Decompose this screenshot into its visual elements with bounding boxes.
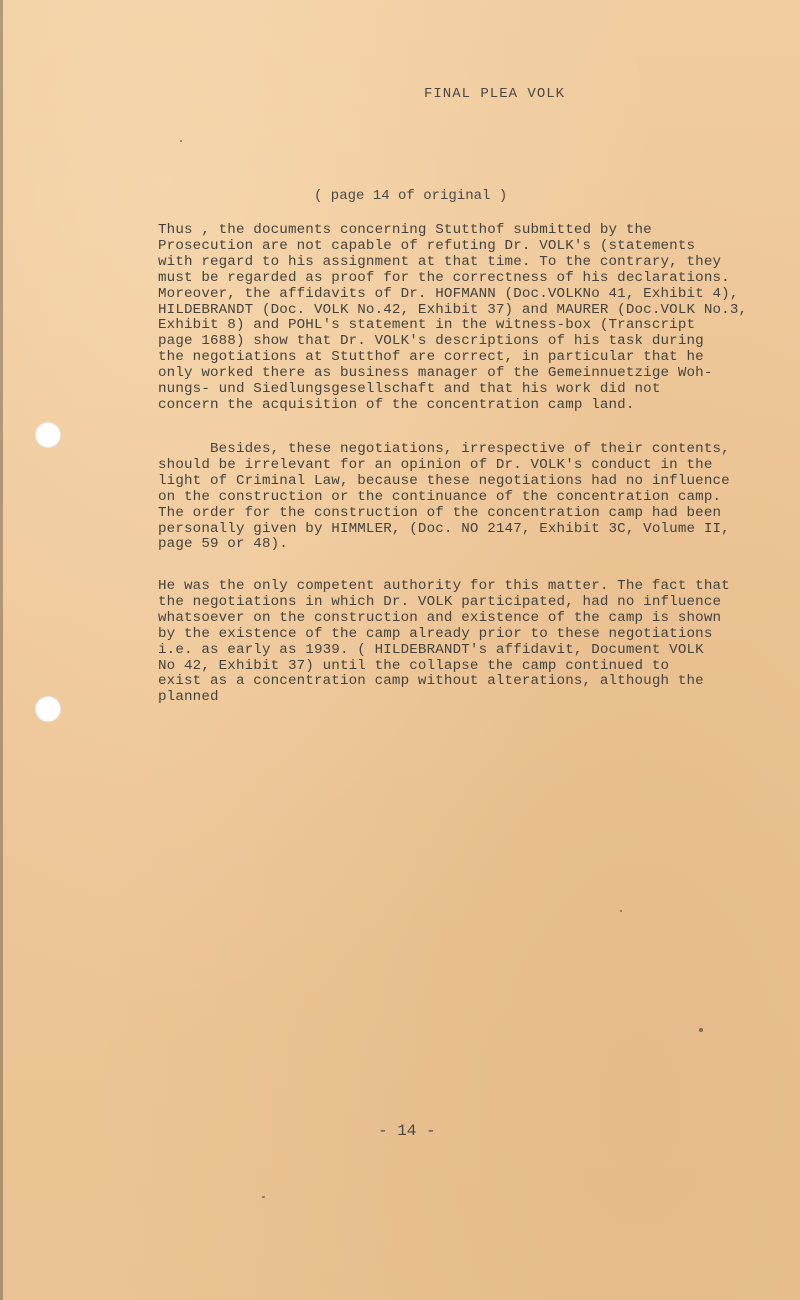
body-paragraph-3 xyxy=(158,579,738,706)
page-left-edge xyxy=(0,0,3,1300)
text-line: exist as a concentration camp without alterations, although the xyxy=(158,673,704,690)
text-line: The order for the construction of the concentration camp had been xyxy=(158,504,722,521)
text-line: must be regarded as proof for the correctness of his declarations. xyxy=(158,269,730,286)
paper-speck xyxy=(620,910,622,912)
body-paragraph-2 xyxy=(158,442,738,553)
paper-speck xyxy=(262,1196,265,1198)
text-line: He was the only competent authority for this matter. The fact that xyxy=(158,578,730,594)
punch-hole xyxy=(35,696,61,722)
text-line: page 59 or 48). xyxy=(158,536,288,553)
text-line: No 42, Exhibit 37) until the collapse the camp continued to xyxy=(158,657,670,674)
text-line: HILDEBRANDT (Doc. VOLK No.42, Exhibit 37) and MAURER (Doc.VOLK No.3, xyxy=(158,301,748,318)
text-line: light of Criminal Law, because these negotiations had no influence xyxy=(158,472,730,489)
text-line: the negotiations at Stutthof are correct, in particular that he xyxy=(158,349,704,366)
document-header: FINAL PLEA VOLK xyxy=(424,86,566,102)
text-line: i.e. as early as 1939. ( HILDEBRANDT's affidavit, Document VOLK xyxy=(158,641,704,658)
text-line: Moreover, the affidavits of Dr. HOFMANN (Doc.VOLKNo 41, Exhibit 4), xyxy=(158,285,739,302)
text-line: personally given by HIMMLER, (Doc. NO 2147, Exhibit 3C, Volume II, xyxy=(158,520,730,537)
text-line: whatsoever on the construction and existence of the camp is shown xyxy=(158,609,722,626)
text-line: with regard to his assignment at that time. To the contrary, they xyxy=(158,253,722,270)
text-line: the negotiations in which Dr. VOLK participated, had no influence xyxy=(158,593,722,610)
punch-hole xyxy=(35,422,61,448)
text-line: nungs- und Siedlungsgesellschaft and that his work did not xyxy=(158,381,661,398)
text-line: Besides, these negotiations, irrespective of their contents, xyxy=(158,441,730,457)
text-line: Thus , the documents concerning Stutthof submitted by the xyxy=(158,222,652,238)
text-line: concern the acquisition of the concentration camp land. xyxy=(158,396,635,413)
paper-speck xyxy=(180,140,182,142)
paper-speck xyxy=(699,1028,703,1032)
page-number: - 14 - xyxy=(378,1122,436,1140)
text-line: Exhibit 8) and POHL's statement in the witness-box (Transcript xyxy=(158,317,696,334)
text-line: planned xyxy=(158,689,219,706)
text-line: by the existence of the camp already prior to these negotiations xyxy=(158,625,713,642)
text-line: only worked there as business manager of the Gemeinnuetzige Woh- xyxy=(158,365,713,382)
text-line: should be irrelevant for an opinion of Dr. VOLK's conduct in the xyxy=(158,456,713,473)
page-reference: ( page 14 of original ) xyxy=(314,188,508,204)
text-line: page 1688) show that Dr. VOLK's descriptions of his task during xyxy=(158,333,704,350)
text-line: Prosecution are not capable of refuting Dr. VOLK's (statements xyxy=(158,237,696,254)
text-line: on the construction or the continuance of the concentration camp. xyxy=(158,488,722,505)
body-paragraph-1 xyxy=(158,222,748,414)
